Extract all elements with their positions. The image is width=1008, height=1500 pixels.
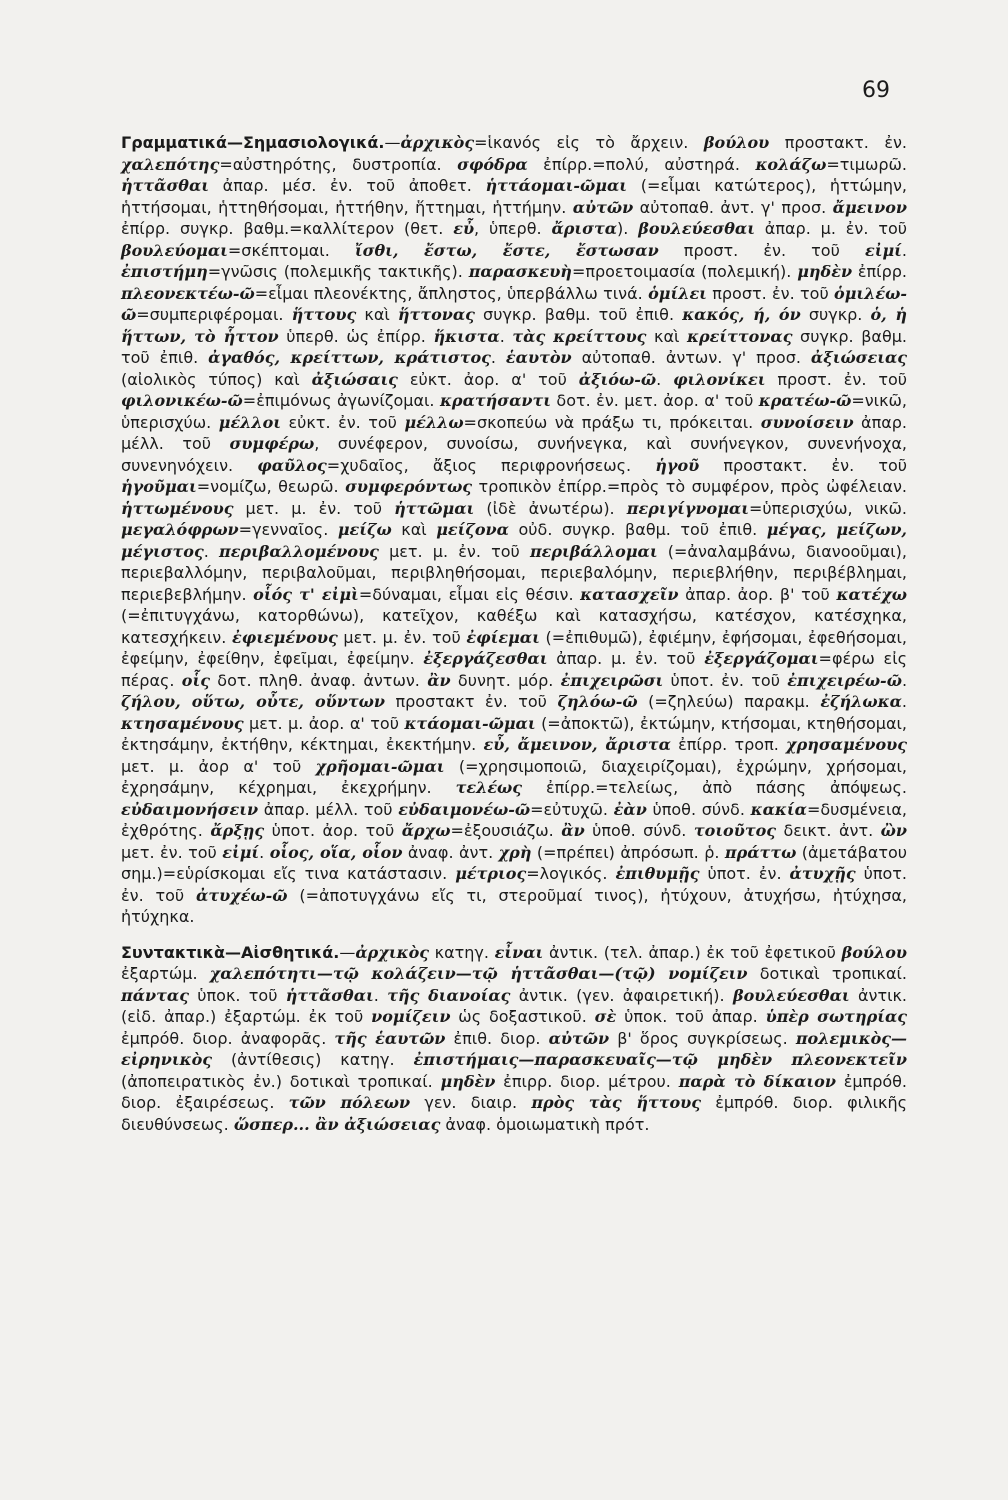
lemma-term: μείζονα [436,520,509,539]
page-body [121,132,907,1135]
lemma-term: κακός, ή, όν [682,305,801,324]
lemma-term: ὢν [880,821,907,840]
lemma-term: τὰς κρείττους [512,326,647,346]
lemma-term: ἡττᾶσθαι [121,176,209,195]
lemma-term: ἐὰν [613,799,647,819]
lemma-term: ἐζήλωκα [820,692,902,711]
lemma-term: πάντας [121,985,189,1005]
lemma-term: ἀρχικὸς [400,133,475,152]
lemma-term: μείζω [337,520,392,539]
lemma-term: ἀρχικὸς [355,942,429,962]
lemma-term: ἀξιώσαις [311,369,398,389]
lemma-term: χρὴ [498,842,532,862]
lemma-term: εὖ [453,219,475,238]
lemma-term: κτησαμένους [121,713,244,733]
lemma-term: ἄρξῃς [210,821,265,840]
section-heading: Γραμματικά—Σημασιολογικά. [121,133,385,152]
lemma-term: κολάζω [755,154,827,174]
lemma-term: σφόδρα [457,154,528,174]
lemma-term: συνοίσειν [760,412,854,432]
lemma-term: φιλονικέω-ῶ [121,391,243,410]
lemma-term: βουλεύεσθαι [638,219,755,238]
lemma-term: εἶναι [494,942,544,962]
lemma-term: μέλλω [404,412,464,432]
lemma-term: οἷός τ' εἰμὶ [253,584,359,604]
lemma-term: ἥκιστα [433,326,500,346]
lemma-term: ἡττάομαι-ῶμαι [485,176,628,195]
lemma-term: αὐτῶν [572,197,634,217]
lemma-term: ἄριστα [551,219,618,238]
lemma-term: οἷς [181,670,210,690]
lemma-term: κατέχω [836,584,908,604]
lemma-term: ὁμιλέω-ῶ [121,283,907,324]
lemma-term: τελέως [455,778,523,797]
lemma-term: ἐπιθυμῇς [615,864,700,883]
lemma-term: βουλεύεσθαι [732,985,850,1005]
lemma-term: νομίζειν [371,1007,451,1026]
lemma-term: ἡγοῦ [655,455,700,475]
lemma-term: εὐδαιμονήσειν [121,799,259,819]
lemma-term: ἐπιχειρῶσι [560,670,664,690]
lemma-term: ἥττους [291,305,357,324]
lemma-term: πράττω [724,842,797,862]
lemma-term: ὁμίλει [648,283,707,303]
lemma-term: ὁ, ἡ ἥττων, τὸ ἧττον [121,305,907,346]
section-grammatical-semantic [121,132,907,928]
lemma-term: χαλεπότητι—τῷ κολάζειν—τῷ ἡττᾶσθαι—(τῷ) νομίζειν [209,964,748,983]
lemma-term: ὑπὲρ σωτηρίας [765,1007,908,1026]
lemma-term: ἥττονας [397,305,475,324]
lemma-term: εἰμί [864,240,902,260]
lemma-term: παρασκευὴ [468,262,572,281]
lemma-term: κρατήσαντι [439,391,551,410]
page-number: 69 [862,78,890,103]
lemma-term: ζηλόω-ῶ [557,692,638,711]
lemma-term: αὐτῶν [548,1028,610,1048]
lemma-term: ἡττωμένους [121,498,234,518]
section-syntactic-aesthetic [121,942,907,1136]
lemma-term: ἐξεργάζομαι [704,649,819,668]
lemma-term: περιβάλλομαι [529,541,658,561]
lemma-term: ἡττῶμαι [394,498,475,518]
lemma-term: συμφέρω [229,434,315,453]
lemma-term: ἄρχω [401,821,451,840]
lemma-term: κρατέω-ῶ [758,391,852,410]
lemma-term: ἀξιόω-ῶ [578,369,657,389]
lemma-term: ἀτυχῇς [789,864,856,883]
lemma-term: σὲ [594,1007,617,1026]
lemma-term: μηδὲν [440,1071,496,1091]
lemma-term: κακία [750,799,807,819]
lemma-term: οἷος, οἵα, οἷον [269,842,403,862]
lemma-term: ἡττᾶσθαι [285,985,374,1005]
lemma-term: μέτριος [455,864,527,883]
lemma-term: εἰμί [222,842,260,862]
lemma-term: ἐπιστήμαις—παρασκευαῖς—τῷ μηδὲν πλεονεκτεῖν [413,1050,907,1069]
lemma-term: τοιοῦτος [693,821,777,840]
lemma-term: μέλλοι [218,412,282,432]
lemma-term: ἀξιώσειας [810,348,907,367]
lemma-term: ἡγοῦμαι [121,477,197,496]
lemma-term: ἑαυτὸν [505,348,572,367]
lemma-term: χαλεπότης [121,154,220,174]
lemma-term: ἐξεργάζεσθαι [423,649,548,668]
lemma-term: ὥσπερ... ἂν ἀξιώσειας [233,1114,441,1134]
lemma-term: ἐπιστήμη [121,262,208,281]
lemma-term: τῶν πόλεων [288,1093,411,1112]
lemma-term: φιλονίκει [673,369,766,389]
lemma-term: μέγας, μείζων, μέγιστος [121,520,907,561]
section-text: —ἀρχικὸς κατηγ. εἶναι ἀντικ. (τελ. ἀπαρ.) ἐκ τοῦ ἐφετικοῦ βούλου ἐξαρτώμ. χαλεπότητι—τῷ κολάζειν—τῷ ἡττᾶσθαι—(τῷ) νομίζειν δοτικαὶ τροπικαί. πάντας ὑποκ. τοῦ ἡττᾶσθαι. τῆς διανοίας ἀντικ. (γεν. ἀφαιρετική). βουλεύεσθαι ἀντικ. (εἰδ. ἀπαρ.) ἐξαρτώμ. ἐκ τοῦ νομίζειν ὡς δοξαστικοῦ. σὲ ὑποκ. τοῦ ἀπαρ. ὑπὲρ σωτηρίας ἐμπρόθ. διορ. ἀναφορᾶς. τῆς ἑαυτῶν ἐπιθ. διορ. αὐτῶν β' ὅρος συγκρίσεως. πολεμικὸς—εἰρηνικὸς (ἀντίθεσις) κατηγ. ἐπιστήμαις—παρασκευαῖς—τῷ μηδὲν πλεονεκτεῖν (ἀποπειρατικὸς ἐν.) δοτικαὶ τροπικαί. μηδὲν ἐπιρρ. διορ. μέτρου. παρὰ τὸ δίκαιον ἐμπρόθ. διορ. ἐξαιρέσεως. τῶν πόλεων γεν. διαιρ. πρὸς τὰς ἥττους ἐμπρόθ. διορ. φιλικῆς διευθύνσεως. ὥσπερ... ἂν ἀξιώσειας ἀναφ. ὁμοιωματικὴ πρότ. [121,942,908,1134]
lemma-term: κατασχεῖν [580,584,679,604]
lemma-term: μεγαλόφρων [121,520,239,539]
lemma-term: ἴσθι, ἔστω, ἔστε, ἔστωσαν [354,240,659,260]
lemma-term: κρείττονας [687,326,793,346]
lemma-term: παρὰ τὸ δίκαιον [678,1071,836,1091]
lemma-term: ἐπιχειρέω-ῶ [787,670,902,690]
lemma-term: ζήλου, οὕτω, οὖτε, οὕντων [121,692,385,711]
lemma-term: τῆς ἑαυτῶν [334,1028,446,1048]
lemma-term: κτάομαι-ῶμαι [404,713,536,733]
lemma-term: ἂν [561,821,585,840]
lemma-term: χρησαμένους [786,735,908,754]
lemma-term: περιγίγνομαι [626,498,749,518]
lemma-term: πολεμικὸς—εἰρηνικὸς [121,1028,907,1069]
lemma-term: μηδὲν [797,262,853,281]
lemma-term: φαῦλος [257,455,327,475]
lemma-term: ἐφίεμαι [466,627,540,647]
lemma-term: τῆς διανοίας [387,985,511,1005]
lemma-term: πρὸς τὰς ἥττους [531,1093,702,1112]
lemma-term: βούλου [841,942,907,962]
lemma-term: περιβαλλομένους [218,541,379,561]
lemma-term: ἄμεινον [832,197,907,217]
section-text: —ἀρχικὸς=ἱκανός εἰς τὸ ἄρχειν. βούλου προστακτ. ἐν. χαλεπότης=αὐστηρότης, δυστροπία. σφόδρα ἐπίρρ.=πολύ, αὐστηρά. κολάζω=τιμωρῶ. ἡττᾶσθαι ἀπαρ. μέσ. ἐν. τοῦ ἀποθετ. ἡττάομαι-ῶμαι (=εἶμαι κατώτερος), ἡττώμην, ἡττήσομαι, ἡττηθήσομαι, ἡττήθην, ἥττημαι, ἡττήμην. αὐτῶν αὐτοπαθ. ἀντ. γ' προσ. ἄμεινον ἐπίρρ. συγκρ. βαθμ.=καλλίτερον (θετ. εὖ, ὑπερθ. ἄριστα). βουλεύεσθαι ἀπαρ. μ. ἐν. τοῦ βουλεύομαι=σκέπτομαι. ἴσθι, ἔστω, ἔστε, ἔστωσαν προστ. ἐν. τοῦ εἰμί. ἐπιστήμη=γνῶσις (πολεμικῆς τακτικῆς). παρασκευὴ=προετοιμασία (πολεμική). μηδὲν ἐπίρρ. πλεονεκτέω-ῶ=εἶμαι πλεονέκτης, ἄπληστος, ὑπερβάλλω τινά. ὁμίλει προστ. ἐν. τοῦ ὁμιλέω-ῶ=συμπεριφέρομαι. ἥττους καὶ ἥττονας συγκρ. βαθμ. τοῦ ἐπιθ. κακός, ή, όν συγκρ. ὁ, ἡ ἥττων, τὸ ἧττον ὑπερθ. ὡς ἐπίρρ. ἥκιστα. τὰς κρείττους καὶ κρείττονας συγκρ. βαθμ. τοῦ ἐπιθ. ἀγαθός, κρείττων, κράτιστος. ἑαυτὸν αὐτοπαθ. ἀντων. γ' προσ. ἀξιώσειας (αἰολικὸς τύπος) καὶ ἀξιώσαις εὐκτ. ἀορ. α' τοῦ ἀξιόω-ῶ. φιλονίκει προστ. ἐν. τοῦ φιλονικέω-ῶ=ἐπιμόνως ἀγωνίζομαι. κρατήσαντι δοτ. ἐν. μετ. ἀορ. α' τοῦ κρατέω-ῶ=νικῶ, ὑπερισχύω. μέλλοι εὐκτ. ἐν. τοῦ μέλλω=σκοπεύω νὰ πράξω τι, πρόκειται. συνοίσειν ἀπαρ. μέλλ. τοῦ συμφέρω, συνέφερον, συνοίσω, συνήνεγκα, καὶ συνήνεγκον, συνενήνοχα, συνενηνόχειν. φαῦλος=χυδαῖος, ἄξιος περιφρονήσεως. ἡγοῦ προστακτ. ἐν. τοῦ ἡγοῦμαι=νομίζω, θεωρῶ. συμφερόντως τροπικὸν ἐπίρρ.=πρὸς τὸ συμφέρον, πρὸς ὠφέλειαν. ἡττωμένους μετ. μ. ἐν. τοῦ ἡττῶμαι (ἰδὲ ἀνωτέρω). περιγίγνομαι=ὑπερισχύω, νικῶ. μεγαλόφρων=γενναῖος. μείζω καὶ μείζονα οὐδ. συγκρ. βαθμ. τοῦ ἐπιθ. μέγας, μείζων, μέγιστος. περιβαλλομένους μετ. μ. ἐν. τοῦ περιβάλλομαι (=ἀναλαμβάνω, διανοοῦμαι), περιεβαλλόμην, περιβαλοῦμαι, περιβληθήσομαι, περιεβαλόμην, περιεβλήθην, περιβέβλημαι, περιεβεβλήμην. οἷός τ' εἰμὶ=δύναμαι, εἶμαι εἰς θέσιν. κατασχεῖν ἀπαρ. ἀορ. β' τοῦ κατέχω (=ἐπιτυγχάνω, κατορθώνω), κατεῖχον, καθέξω καὶ κατασχήσω, κατέσχον, κατέσχηκα, κατεσχήκειν. ἐφιεμένους μετ. μ. ἐν. τοῦ ἐφίεμαι (=ἐπιθυμῶ), ἐφιέμην, ἐφήσομαι, ἐφεθήσομαι, ἐφείμην, ἐφείθην, ἐφεῖμαι, ἐφείμην. ἐξεργάζεσθαι ἀπαρ. μ. ἐν. τοῦ ἐξεργάζομαι=φέρω εἰς πέρας. οἷς δοτ. πληθ. ἀναφ. ἀντων. ἂν δυνητ. μόρ. ἐπιχειρῶσι ὑποτ. ἐν. τοῦ ἐπιχειρέω-ῶ. ζήλου, οὕτω, οὖτε, οὕντων προστακτ ἐν. τοῦ ζηλόω-ῶ (=ζηλεύω) παρακμ. ἐζήλωκα. κτησαμένους μετ. μ. ἀορ. α' τοῦ κτάομαι-ῶμαι (=ἀποκτῶ), ἐκτώμην, κτήσομαι, κτηθήσομαι, ἐκτησάμην, ἐκτήθην, κέκτημαι, ἐκεκτήμην. εὖ, ἄμεινον, ἄριστα ἐπίρρ. τροπ. χρησαμένους μετ. μ. ἀορ α' τοῦ χρῆομαι-ῶμαι (=χρησιμοποιῶ, διαχειρίζομαι), ἐχρώμην, χρήσομαι, ἐχρησάμην, κέχρημαι, ἐκεχρήμην. τελέως ἐπίρρ.=τελείως, ἀπὸ πάσης ἀπόψεως. εὐδαιμονήσειν ἀπαρ. μέλλ. τοῦ εὐδαιμονέω-ῶ=εὐτυχῶ. ἐὰν ὑποθ. σύνδ. κακία=δυσμένεια, ἐχθρότης. ἄρξῃς ὑποτ. ἀορ. τοῦ ἄρχω=ἐξουσιάζω. ἂν ὑποθ. σύνδ. τοιοῦτος δεικτ. ἀντ. ὢν μετ. ἐν. τοῦ εἰμί. οἷος, οἵα, οἷον ἀναφ. ἀντ. χρὴ (=πρέπει) ἀπρόσωπ. ῥ. πράττω (ἀμετάβατου σημ.)=εὑρίσκομαι εἴς τινα κατάστασιν. μέτριος=λογικός. ἐπιθυμῇς ὑποτ. ἐν. ἀτυχῇς ὑποτ. ἐν. τοῦ ἀτυχέω-ῶ (=ἀποτυγχάνω εἴς τι, στεροῦμαί τινος), ἠτύχουν, ἀτυχήσω, ἠτύχησα, ἠτύχηκα. [121,133,908,926]
lemma-term: εὖ, ἄμεινον, ἄριστα [483,735,671,754]
lemma-term: χρῆομαι-ῶμαι [315,756,445,776]
section-heading: Συντακτικὰ—Αἰσθητικά. [121,942,340,962]
lemma-term: πλεονεκτέω-ῶ [121,283,255,303]
lemma-term: βούλου [703,133,770,152]
lemma-term: βουλεύομαι [121,240,228,260]
lemma-term: ἂν [427,670,451,690]
lemma-term: ἐφιεμένους [232,627,338,647]
lemma-term: συμφερόντως [345,477,473,496]
lemma-term: εὐδαιμονέω-ῶ [398,799,531,819]
lemma-term: ἀγαθός, κρείττων, κράτιστος [208,348,491,367]
lemma-term: ἀτυχέω-ῶ [196,885,288,905]
